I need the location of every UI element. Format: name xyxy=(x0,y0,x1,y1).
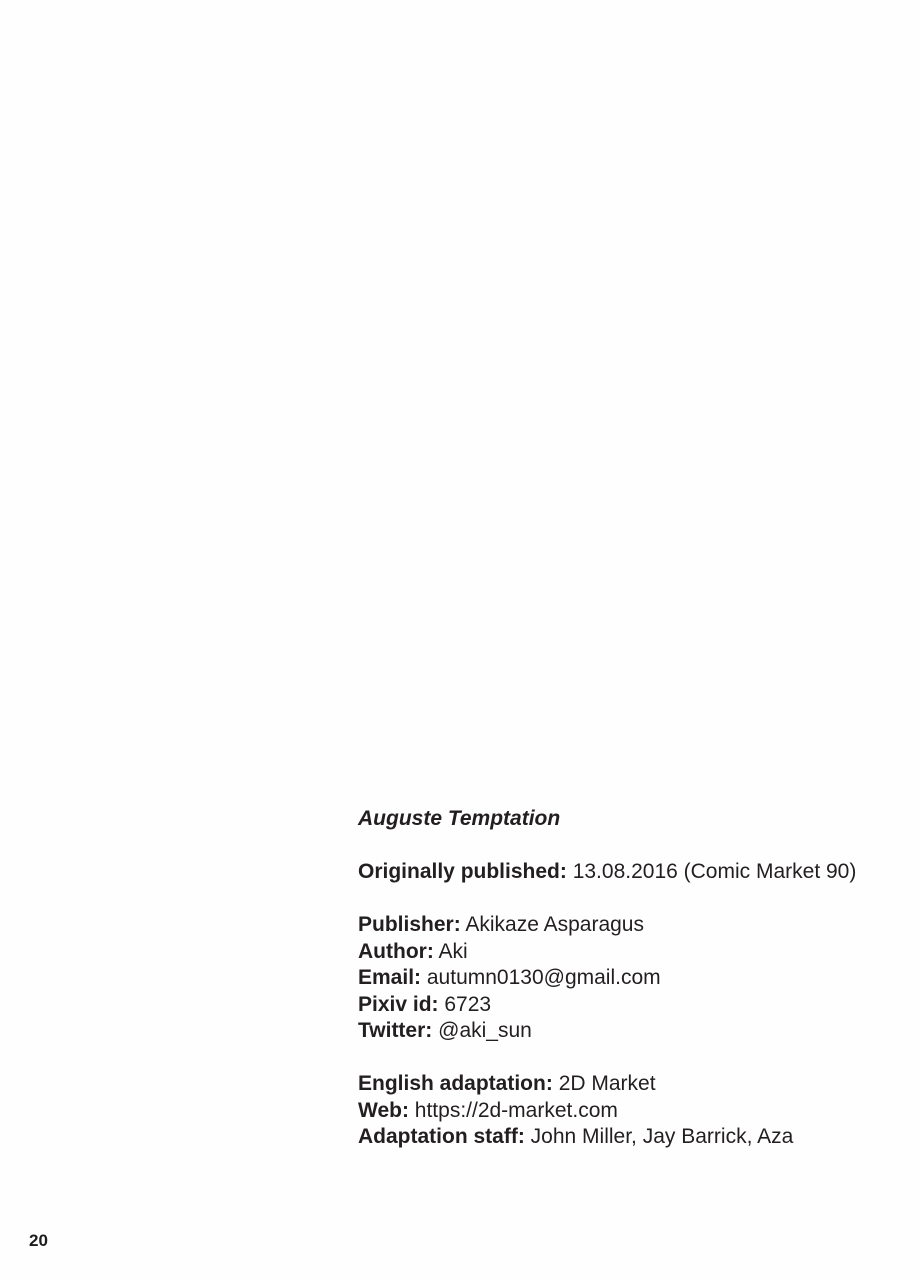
web-label: Web: xyxy=(358,1098,409,1122)
page-number: 20 xyxy=(29,1231,48,1250)
adaptation-staff-line xyxy=(358,1124,888,1151)
twitter-value: @aki_sun xyxy=(438,1019,532,1042)
publisher-value: Akikaze Asparagus xyxy=(465,913,644,936)
adaptation-staff-value: John Miller, Jay Barrick, Aza xyxy=(530,1125,794,1148)
author-label: Author: xyxy=(358,939,434,963)
author-line xyxy=(358,939,888,966)
email-label: Email: xyxy=(358,966,422,989)
publisher-info-group xyxy=(358,912,888,1045)
published-label: Originally published: xyxy=(358,860,567,883)
english-adaptation-label: English adaptation: xyxy=(358,1072,553,1095)
published-value: 13.08.2016 (Comic Market 90) xyxy=(572,860,857,883)
adaptation-staff-label: Adaptation staff: xyxy=(358,1125,525,1148)
publisher-label: Publisher: xyxy=(358,913,461,936)
english-adaptation-line xyxy=(358,1071,888,1098)
pixiv-label: Pixiv id: xyxy=(358,992,439,1016)
publisher-line xyxy=(358,912,888,939)
twitter-line xyxy=(358,1018,888,1045)
pixiv-line xyxy=(358,992,888,1019)
web-line xyxy=(358,1098,888,1125)
colophon-block xyxy=(358,806,888,1151)
published-line xyxy=(358,859,888,886)
author-value: Aki xyxy=(438,939,468,963)
twitter-label: Twitter: xyxy=(358,1019,433,1042)
adaptation-info-group xyxy=(358,1071,888,1151)
email-value: autumn0130@gmail.com xyxy=(426,966,661,989)
english-adaptation-value: 2D Market xyxy=(558,1072,656,1095)
web-value: https://2d-market.com xyxy=(414,1098,618,1122)
email-line xyxy=(358,965,888,992)
pixiv-value: 6723 xyxy=(444,992,492,1016)
book-title: Auguste Temptation xyxy=(358,807,561,830)
